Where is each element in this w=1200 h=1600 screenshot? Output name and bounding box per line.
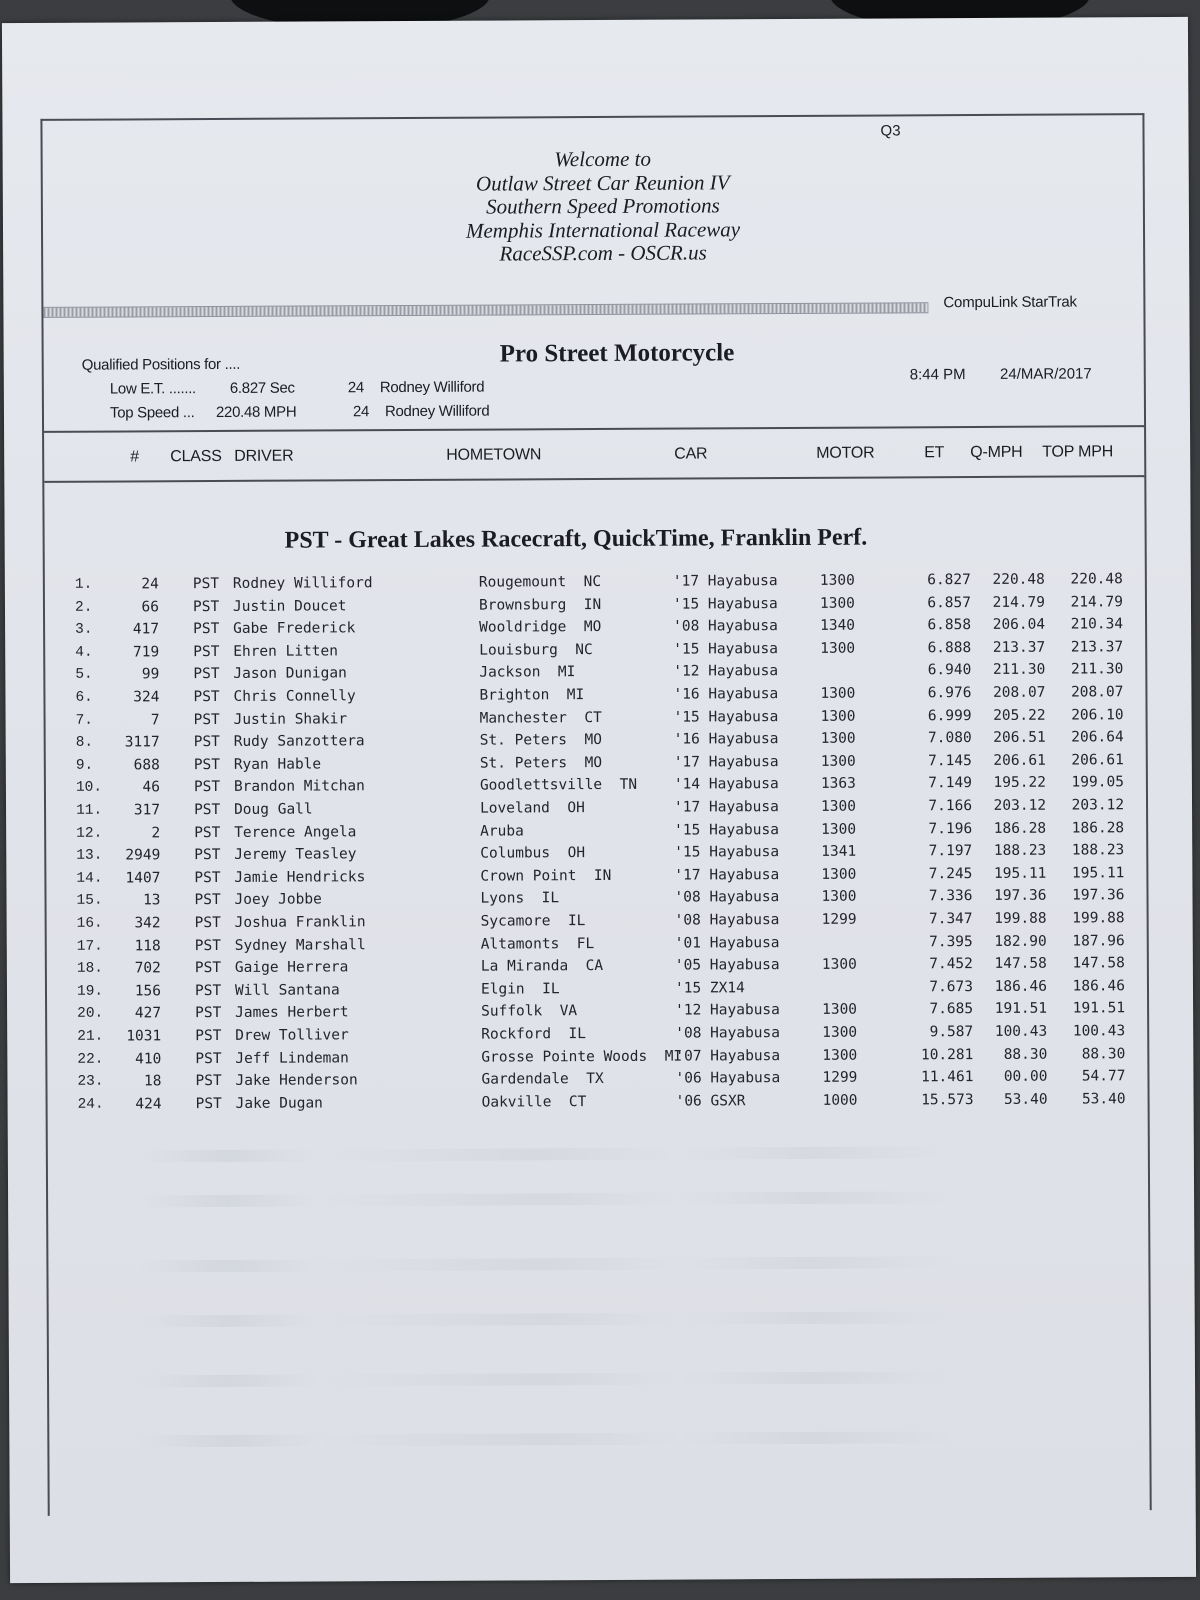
top-speed-value: 220.48 MPH [215,403,297,422]
motor-cell: 1299 [821,911,857,928]
top-mph-cell: 206.61 [1071,752,1124,769]
header-rule-bottom [44,475,1144,483]
car-cell: '17 Hayabusa [674,866,780,884]
car-number-cell: 24 [141,576,159,593]
driver-cell: Jamie Hendricks [234,869,366,886]
hometown-cell: Altamonts FL [480,935,595,953]
col-hometown: HOMETOWN [446,446,542,464]
hometown-cell: Louisburg NC [479,641,593,659]
class-cell: PST [193,688,220,706]
top-mph-cell: 210.34 [1070,616,1124,633]
hometown-cell: Manchester CT [479,709,602,727]
faded-bleedthrough [138,1191,1038,1208]
car-number-cell: 1407 [125,870,161,887]
motor-cell: 1300 [821,821,857,838]
et-cell: 11.461 [921,1069,974,1086]
top-mph-cell: 53.40 [1081,1091,1126,1108]
motor-cell: 1300 [820,708,856,725]
car-cell: '16 Hayabusa [673,686,779,703]
top-speed-row [110,403,489,422]
et-cell: 7.166 [928,798,973,815]
top-mph-cell: 199.05 [1071,774,1124,791]
motor-cell: 1300 [822,1024,858,1041]
car-cell: '08 Hayabusa [675,1025,781,1042]
car-cell: '05 Hayabusa [674,957,780,974]
et-cell: 6.827 [927,572,971,589]
car-cell: '06 Hayabusa [675,1070,781,1087]
car-cell: '08 Hayabusa [673,618,778,635]
faded-bleedthrough [138,1256,1038,1273]
class-cell: PST [193,711,220,728]
car-cell: '06 GSXR [675,1093,746,1110]
header-rule-top [44,425,1144,433]
q-mph-cell: 197.36 [994,888,1047,905]
top-mph-cell: 220.48 [1070,571,1123,588]
driver-cell: Gabe Frederick [233,620,356,638]
motor-cell: 1340 [820,617,856,635]
et-cell: 7.452 [929,956,973,973]
position-cell: 12. [76,825,103,842]
hometown-cell: Sycamore IL [480,913,586,930]
motor-cell: 1300 [819,595,855,612]
hometown-cell: St. Peters MO [479,732,602,749]
q-mph-cell: 220.48 [992,571,1045,588]
low-et-row [110,379,484,398]
car-number-cell: 342 [134,915,161,932]
class-cell: PST [195,1073,222,1090]
top-mph-cell: 147.58 [1072,955,1125,972]
q-mph-cell: 191.51 [994,1001,1048,1018]
position-cell: 24. [77,1096,104,1113]
top-mph-cell: 88.30 [1081,1045,1126,1063]
class-cell: PST [194,847,221,864]
driver-cell: Jake Dugan [235,1095,323,1112]
car-cell: '12 Hayabusa [673,663,779,680]
et-cell: 7.149 [928,775,972,792]
et-cell: 6.888 [927,639,972,657]
car-number-cell: 3117 [124,734,160,751]
et-cell: 7.685 [929,1001,974,1018]
top-mph-cell: 206.64 [1071,729,1124,746]
q-mph-cell: 53.40 [1003,1091,1048,1108]
motor-cell: 1300 [819,572,855,589]
driver-cell: Justin Shakir [233,710,348,728]
hometown-cell: La Miranda CA [480,958,604,975]
class-cell: PST [193,734,220,751]
car-cell: '15 Hayabusa [673,640,779,658]
low-et-car: 24 [347,379,364,397]
top-mph-cell: 197.36 [1072,887,1125,904]
motor-cell: 1300 [821,866,857,883]
q-mph-cell: 214.79 [992,594,1046,611]
sponsor-line: PST - Great Lakes Racecraft, QuickTime, Franklin Perf. [284,524,868,554]
car-number-cell: 7 [150,711,160,728]
car-number-cell: 13 [143,892,161,909]
q-mph-cell: 195.22 [993,775,1046,792]
driver-cell: Ehren Litten [233,643,339,660]
class-cell: PST [194,801,221,819]
position-cell: 1. [74,576,93,593]
welcome-line: Outlaw Street Car Reunion IV [475,169,730,196]
et-cell: 6.976 [927,685,972,702]
car-cell: '15 Hayabusa [674,844,780,861]
motor-cell: 1300 [822,1002,858,1019]
top-speed-car: 24 [352,403,370,421]
position-cell: 7. [75,712,94,729]
hometown-cell: Wooldridge MO [479,619,602,636]
report-date: 24/MAR/2017 [999,365,1092,383]
driver-cell: Brandon Mitchan [233,778,365,796]
motor-cell: 1341 [821,843,857,861]
driver-cell: Rudy Sanzottera [233,733,365,751]
col-number: # [130,448,139,466]
hometown-cell: Suffolk VA [481,1003,578,1021]
position-cell: 18. [76,960,104,977]
class-cell: PST [195,1050,222,1067]
top-mph-cell: 188.23 [1071,842,1125,859]
car-cell: '01 Hayabusa [674,934,780,952]
col-top-mph: TOP MPH [1042,443,1114,461]
driver-cell: Rodney Williford [232,575,373,592]
car-number-cell: 1031 [126,1028,162,1045]
q-mph-cell: 186.28 [993,820,1047,837]
timing-system-label: CompuLink StarTrak [943,293,1077,312]
car-number-cell: 2 [151,824,161,841]
et-cell: 6.858 [927,617,972,634]
et-cell: 6.940 [927,662,972,679]
top-mph-cell: 186.28 [1071,819,1125,837]
et-cell: 15.573 [921,1091,974,1109]
hometown-cell: Crown Point IN [480,867,612,885]
car-cell: '15 ZX14 [674,980,745,997]
car-number-cell: 427 [134,1005,162,1022]
driver-cell: Justin Doucet [232,597,347,615]
top-mph-cell: 186.46 [1072,978,1126,995]
table-row [48,1091,1148,1119]
class-cell: PST [194,892,221,909]
class-cell: PST [194,960,222,977]
results-table [45,571,1145,1113]
q-mph-cell: 88.30 [1003,1046,1048,1063]
car-number-cell: 317 [133,802,161,819]
et-cell: 7.196 [928,820,973,837]
driver-cell: Gaige Herrera [234,959,349,977]
class-cell: PST [195,1027,222,1045]
car-number-cell: 18 [143,1073,162,1090]
class-cell: PST [192,598,220,615]
driver-cell: Jeremy Teasley [234,846,357,864]
car-number-cell: 702 [134,960,161,977]
driver-cell: Joey Jobbe [234,891,322,909]
driver-cell: Jake Henderson [235,1072,358,1090]
col-car: CAR [674,445,708,463]
position-cell: 19. [76,983,104,1000]
top-mph-cell: 199.88 [1072,910,1125,927]
car-number-cell: 2949 [125,847,161,864]
car-cell: '14 Hayabusa [673,776,779,793]
car-number-cell: 424 [135,1096,162,1113]
top-mph-cell: 100.43 [1072,1023,1126,1040]
driver-cell: Sydney Marshall [234,936,366,954]
hometown-cell: Oakville CT [481,1093,587,1111]
et-cell: 7.080 [927,730,972,747]
class-cell: PST [194,982,222,999]
q-mph-cell: 203.12 [993,797,1047,814]
position-cell: 10. [75,779,103,797]
faded-bleedthrough [139,1371,1039,1388]
timestamp [910,365,1092,383]
faded-bleedthrough [138,1146,1038,1163]
welcome-line: Welcome to [554,146,652,172]
et-cell: 7.673 [929,978,974,996]
position-cell: 2. [74,599,93,616]
low-et-value: 6.827 Sec [229,379,295,397]
position-cell: 8. [75,734,94,751]
car-cell: '16 Hayabusa [673,731,779,748]
motor-cell: 1000 [822,1092,858,1109]
car-number-cell: 688 [133,757,160,774]
motor-cell: 1300 [820,685,856,702]
et-cell: 10.281 [920,1046,974,1063]
et-cell: 7.336 [928,888,973,905]
et-cell: 7.197 [928,843,973,860]
col-q-mph: Q-MPH [970,443,1023,462]
faded-bleedthrough [139,1311,1039,1328]
top-mph-cell: 195.11 [1071,865,1125,882]
top-mph-cell: 54.77 [1081,1068,1126,1085]
q-mph-cell: 182.90 [994,933,1047,950]
class-cell: PST [193,756,221,773]
car-cell: '17 Hayabusa [673,753,779,771]
class-cell: PST [192,575,220,593]
faded-bleedthrough [139,1431,1039,1448]
motor-cell: 1300 [820,798,857,815]
hometown-cell: Lyons IL [480,890,560,908]
welcome-line: Southern Speed Promotions [485,193,720,219]
q-mph-cell: 206.61 [993,752,1046,769]
position-cell: 5. [75,667,93,684]
car-cell: '12 Hayabusa [675,1002,780,1019]
class-cell: PST [195,1005,222,1022]
hometown-cell: Gardendale TX [481,1071,604,1088]
car-number-cell: 410 [135,1050,162,1068]
hometown-cell: Brighton MI [479,687,585,704]
et-cell: 7.347 [928,911,973,928]
et-cell: 7.145 [928,752,972,770]
car-number-cell: 46 [142,779,160,796]
car-number-cell: 417 [132,621,160,638]
hometown-cell: Goodlettsville TN [479,777,638,795]
car-number-cell: 156 [134,983,162,1000]
car-cell: '08 Hayabusa [674,912,780,929]
q-mph-cell: 206.51 [993,729,1046,747]
position-cell: 4. [75,644,93,661]
class-cell: PST [193,643,220,660]
top-mph-cell: 211.30 [1070,661,1124,678]
col-motor: MOTOR [816,444,875,462]
driver-cell: Jeff Lindeman [235,1049,349,1067]
car-cell: '07 Hayabusa [675,1047,781,1065]
col-class: CLASS [170,447,222,466]
q-mph-cell: 211.30 [992,662,1046,679]
car-cell: '17 Hayabusa [673,799,779,816]
position-cell: 11. [76,802,103,819]
position-cell: 15. [76,892,103,910]
car-cell: '15 Hayabusa [674,821,779,839]
top-mph-cell: 187.96 [1072,932,1125,950]
car-cell: '15 Hayabusa [672,595,778,613]
qualified-positions-label: Qualified Positions for .... [81,355,241,374]
q-mph-cell: 147.58 [994,955,1047,973]
driver-cell: Chris Connelly [233,688,356,705]
q-mph-cell: 188.23 [993,842,1047,860]
hometown-cell: Rougemount NC [478,573,602,591]
q-mph-cell: 195.11 [993,865,1047,882]
q-mph-cell: 199.88 [994,910,1047,927]
top-mph-cell: 203.12 [1071,797,1125,814]
car-number-cell: 99 [141,666,160,683]
et-cell: 7.395 [929,933,973,950]
car-cell: '08 Hayabusa [674,889,780,906]
et-cell: 6.857 [927,594,972,611]
position-cell: 16. [76,915,103,932]
driver-cell: Joshua Franklin [234,914,366,931]
position-cell: 22. [77,1051,104,1068]
motor-cell: 1300 [822,1047,858,1064]
col-driver: DRIVER [234,447,294,465]
car-number-cell: 324 [133,689,160,706]
class-cell: PST [194,824,221,841]
hometown-cell: St. Peters MO [479,754,603,772]
car-number-cell: 118 [134,937,161,955]
motor-cell: 1300 [821,956,857,974]
results-sheet [2,17,1196,1583]
hometown-cell: Jackson MI [479,664,576,682]
class-cell: PST [193,666,220,683]
top-mph-cell: 208.07 [1071,684,1124,701]
class-cell: PST [194,869,221,886]
q-mph-cell: 205.22 [993,707,1046,724]
position-cell: 14. [76,870,103,887]
q-mph-cell: 213.37 [992,639,1046,656]
position-cell: 13. [76,847,103,864]
q-mph-cell: 208.07 [993,684,1046,701]
motor-cell: 1299 [822,1069,858,1087]
driver-cell: Terence Angela [234,823,357,841]
driver-cell: James Herbert [235,1004,349,1022]
hometown-cell: Loveland OH [480,800,585,817]
position-cell: 20. [77,1005,104,1023]
hatched-divider [43,302,928,318]
driver-cell: Will Santana [234,982,340,999]
hometown-cell: Elgin IL [480,981,560,998]
driver-cell: Ryan Hable [233,756,322,773]
driver-cell: Doug Gall [234,801,313,818]
class-cell: PST [193,621,220,638]
session-label: Q3 [880,122,901,140]
position-cell: 6. [75,689,93,706]
et-cell: 9.587 [929,1024,974,1041]
position-cell: 21. [77,1028,104,1045]
hometown-cell: Grosse Pointe Woods MI [481,1048,683,1066]
motor-cell: 1300 [820,730,856,748]
motor-cell: 1363 [820,776,856,793]
class-cell: PST [195,1095,222,1112]
welcome-line: Memphis International Raceway [465,216,741,243]
q-mph-cell: 00.00 [1003,1068,1048,1086]
class-title: Pro Street Motorcycle [499,339,735,368]
top-speed-label: Top Speed ... [109,404,195,422]
driver-cell: Drew Tolliver [235,1027,349,1044]
car-number-cell: 719 [132,644,160,661]
low-et-label: Low E.T. ....... [109,380,196,398]
car-cell: '15 Hayabusa [673,708,779,726]
q-mph-cell: 100.43 [994,1023,1048,1040]
hometown-cell: Rockford IL [481,1026,587,1043]
position-cell: 9. [75,757,94,774]
hometown-cell: Brownsburg IN [478,596,602,614]
car-number-cell: 66 [141,598,160,615]
q-mph-cell: 206.04 [992,616,1046,634]
driver-cell: Jason Dunigan [233,665,347,683]
position-cell: 17. [76,938,103,955]
position-cell: 3. [75,621,93,638]
q-mph-cell: 186.46 [994,978,1048,995]
top-mph-cell: 214.79 [1070,593,1124,611]
class-cell: PST [193,779,221,796]
motor-cell: 1300 [820,640,856,657]
top-speed-driver: Rodney Williford [384,402,490,421]
position-cell: 23. [77,1073,104,1090]
top-mph-cell: 191.51 [1072,1000,1126,1017]
et-cell: 7.245 [928,865,973,883]
top-mph-cell: 206.10 [1071,706,1124,724]
class-cell: PST [194,937,222,954]
class-cell: PST [194,914,221,932]
sheet-frame [40,113,1151,1516]
col-et: ET [924,444,945,462]
top-mph-cell: 213.37 [1070,639,1124,656]
et-cell: 6.999 [927,707,972,724]
hometown-cell: Aruba [480,822,524,840]
event-welcome-block [343,147,864,267]
report-time: 8:44 PM [909,366,966,384]
motor-cell: 1300 [820,753,856,770]
welcome-line: RaceSSP.com - OSCR.us [499,240,707,266]
low-et-driver: Rodney Williford [379,378,485,397]
motor-cell: 1300 [821,889,857,906]
car-cell: '17 Hayabusa [672,573,778,590]
hometown-cell: Columbus OH [480,845,586,862]
